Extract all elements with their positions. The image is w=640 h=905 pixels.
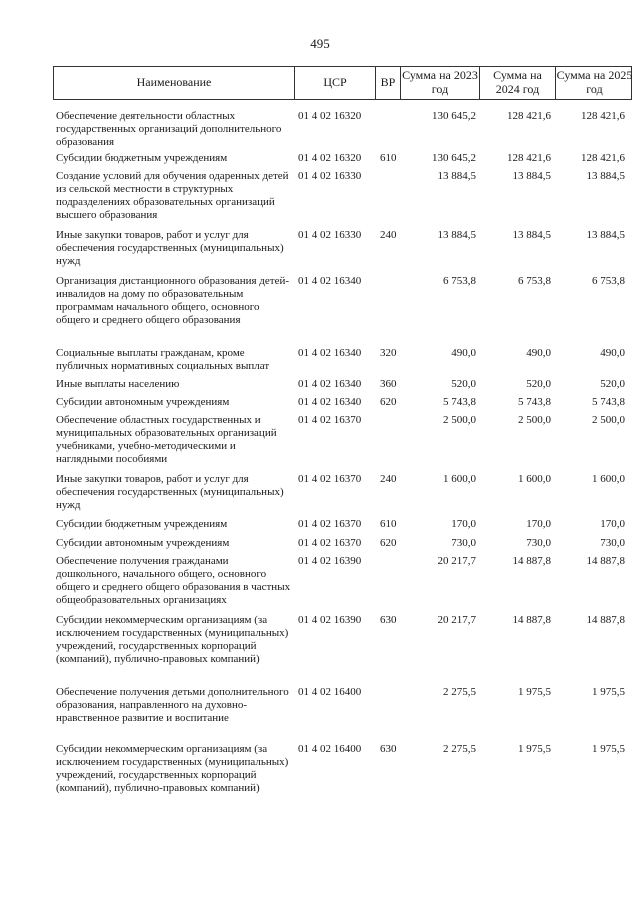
- row-sum-2023: 490,0: [451, 347, 476, 359]
- row-name: Создание условий для обучения одаренных детей из сельской местности в структурных подразделениях образовательных организаций высшего образования: [56, 170, 289, 221]
- row-sum-2024: 520,0: [526, 378, 551, 390]
- row-sum-2025: 1 600,0: [592, 473, 625, 485]
- row-vr: 610: [380, 152, 397, 164]
- row-name: Обеспечение получения детьми дополнительного образования, направленного на духовно-нравственное развитие и воспитание: [56, 686, 289, 724]
- row-sum-2025: 128 421,6: [581, 110, 625, 122]
- row-vr: 240: [380, 473, 397, 485]
- row-sum-2025: 490,0: [600, 347, 625, 359]
- row-sum-2025: 170,0: [600, 518, 625, 530]
- row-sum-2025: 14 887,8: [586, 614, 625, 626]
- row-sum-2024: 128 421,6: [507, 152, 551, 164]
- row-sum-2023: 2 275,5: [443, 686, 476, 698]
- row-name: Субсидии автономным учреждениям: [56, 537, 230, 549]
- row-csr: 01 4 02 16320: [298, 152, 362, 164]
- row-sum-2024: 5 743,8: [518, 396, 551, 408]
- page-number: 495: [310, 36, 330, 51]
- row-name: Организация дистанционного образования детей-инвалидов на дому по образовательным программам начального общего, основного общего и среднего общего образования: [56, 275, 290, 326]
- row-sum-2023: 730,0: [451, 537, 476, 549]
- row-sum-2024: 490,0: [526, 347, 551, 359]
- row-name: Субсидии бюджетным учреждениям: [56, 152, 228, 164]
- row-sum-2025: 5 743,8: [592, 396, 625, 408]
- row-sum-2024: 2 500,0: [518, 414, 551, 426]
- row-sum-2023: 520,0: [451, 378, 476, 390]
- row-sum-2024: 14 887,8: [512, 614, 551, 626]
- row-sum-2023: 130 645,2: [432, 110, 476, 122]
- row-sum-2023: 13 884,5: [437, 229, 476, 241]
- row-vr: 240: [380, 229, 397, 241]
- row-name: Субсидии некоммерческим организациям (за исключением государственных (муниципальных) учреждений, государственных корпораций (компаний), публично-правовых компаний): [56, 743, 289, 794]
- header-sum-2024: Сумма на 2024 год: [479, 67, 555, 99]
- row-csr: 01 4 02 16340: [298, 396, 362, 408]
- row-name: Обеспечение получения гражданами дошкольного, начального общего, основного общего и среднего общего образования в частных общеобразовательных организациях: [56, 555, 291, 606]
- row-sum-2024: 13 884,5: [512, 229, 551, 241]
- row-vr: 360: [380, 378, 397, 390]
- row-csr: 01 4 02 16370: [298, 414, 362, 426]
- row-name: Социальные выплаты гражданам, кроме публичных нормативных социальных выплат: [56, 347, 270, 372]
- row-csr: 01 4 02 16330: [298, 170, 362, 182]
- row-sum-2024: 730,0: [526, 537, 551, 549]
- row-name: Иные выплаты населению: [56, 378, 180, 390]
- row-vr: 610: [380, 518, 397, 530]
- row-sum-2024: 14 887,8: [512, 555, 551, 567]
- row-sum-2023: 170,0: [451, 518, 476, 530]
- header-sum-2023: Сумма на 2023 год: [400, 67, 479, 99]
- row-csr: 01 4 02 16370: [298, 473, 362, 485]
- row-sum-2024: 128 421,6: [507, 110, 551, 122]
- row-vr: 620: [380, 537, 397, 549]
- row-sum-2024: 1 600,0: [518, 473, 551, 485]
- row-sum-2023: 13 884,5: [437, 170, 476, 182]
- row-sum-2023: 5 743,8: [443, 396, 476, 408]
- row-csr: 01 4 02 16370: [298, 537, 362, 549]
- row-sum-2023: 20 217,7: [437, 614, 476, 626]
- row-vr: 630: [380, 743, 397, 755]
- row-sum-2025: 128 421,6: [581, 152, 625, 164]
- row-sum-2025: 1 975,5: [592, 686, 625, 698]
- row-csr: 01 4 02 16330: [298, 229, 362, 241]
- header-sum-2025: Сумма на 2025 год: [555, 67, 633, 99]
- row-name: Иные закупки товаров, работ и услуг для обеспечения государственных (муниципальных) нужд: [56, 229, 284, 267]
- header-vr: ВР: [375, 67, 400, 99]
- row-name: Субсидии автономным учреждениям: [56, 396, 230, 408]
- row-sum-2024: 1 975,5: [518, 686, 551, 698]
- row-sum-2023: 20 217,7: [437, 555, 476, 567]
- table-header: [53, 66, 632, 100]
- row-csr: 01 4 02 16340: [298, 378, 362, 390]
- row-csr: 01 4 02 16320: [298, 110, 362, 122]
- header-name: Наименование: [136, 75, 212, 90]
- row-csr: 01 4 02 16390: [298, 555, 362, 567]
- row-vr: 320: [380, 347, 397, 359]
- row-sum-2023: 130 645,2: [432, 152, 476, 164]
- row-name: Субсидии бюджетным учреждениям: [56, 518, 228, 530]
- row-csr: 01 4 02 16390: [298, 614, 362, 626]
- row-sum-2023: 2 500,0: [443, 414, 476, 426]
- row-sum-2025: 520,0: [600, 378, 625, 390]
- row-csr: 01 4 02 16340: [298, 347, 362, 359]
- row-sum-2025: 13 884,5: [586, 229, 625, 241]
- row-name: Иные закупки товаров, работ и услуг для обеспечения государственных (муниципальных) нужд: [56, 473, 284, 511]
- row-sum-2025: 13 884,5: [586, 170, 625, 182]
- row-vr: 630: [380, 614, 397, 626]
- row-name: Субсидии некоммерческим организациям (за исключением государственных (муниципальных) учреждений, государственных корпораций (компаний), публично-правовых компаний): [56, 614, 289, 665]
- row-name: Обеспечение областных государственных и муниципальных образовательных организаций учебниками, учебно-методическими и наглядными пособиями: [56, 414, 277, 465]
- row-csr: 01 4 02 16340: [298, 275, 362, 287]
- row-csr: 01 4 02 16400: [298, 743, 362, 755]
- row-csr: 01 4 02 16370: [298, 518, 362, 530]
- row-sum-2023: 2 275,5: [443, 743, 476, 755]
- row-sum-2025: 14 887,8: [586, 555, 625, 567]
- row-sum-2025: 730,0: [600, 537, 625, 549]
- row-sum-2025: 2 500,0: [592, 414, 625, 426]
- row-vr: 620: [380, 396, 397, 408]
- row-sum-2023: 6 753,8: [443, 275, 476, 287]
- row-sum-2024: 170,0: [526, 518, 551, 530]
- row-sum-2024: 1 975,5: [518, 743, 551, 755]
- row-name: Обеспечение деятельности областных государственных организаций дополнительного образования: [56, 110, 282, 148]
- row-sum-2025: 1 975,5: [592, 743, 625, 755]
- row-sum-2023: 1 600,0: [443, 473, 476, 485]
- row-sum-2024: 6 753,8: [518, 275, 551, 287]
- row-sum-2025: 6 753,8: [592, 275, 625, 287]
- row-csr: 01 4 02 16400: [298, 686, 362, 698]
- row-sum-2024: 13 884,5: [512, 170, 551, 182]
- header-csr: ЦСР: [294, 67, 375, 99]
